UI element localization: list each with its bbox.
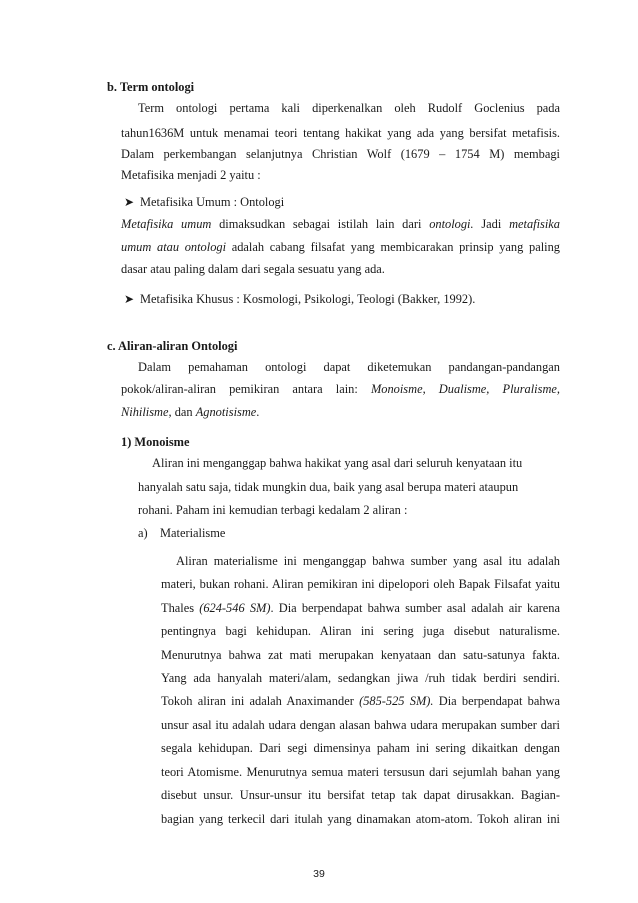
monoisme-line3: rohani. Paham ini kemudian terbagi kedalam 2 aliran : <box>138 503 408 517</box>
bullet-metafisika-umum: Metafisika Umum : Ontologi <box>140 195 285 209</box>
materialisme-line6: Yang ada hanyalah materi/alam, sedangkan jiwa /ruh tidak berdiri sendiri. <box>161 671 560 685</box>
section-c-p1-line1: Dalam pemahaman ontologi dapat diketemukan pandangan-pandangan <box>138 360 560 374</box>
section-b-p1-line2: tahun1636M untuk menamai teori tentang hakikat yang ada yang bersifat metafisis. <box>121 126 560 140</box>
materialisme-line5: Menurutnya bahwa zat mati merupakan kenyataan dan satu-satunya fakta. <box>161 648 560 662</box>
materialisme-line3: Thales (624-546 SM). Dia berpendapat bahwa sumber asal adalah air karena <box>161 601 560 615</box>
section-c-p1-line3: Nihilisme, dan Agnotisisme. <box>121 405 260 419</box>
materialisme-line2: materi, bukan rohani. Aliran pemikiran ini dipelopori oleh Bapak Filsafat yaitu <box>161 577 560 591</box>
materialisme-line10: teori Atomisme. Menurutnya semua materi tersusun dari sejumlah bahan yang <box>161 765 560 779</box>
materialisme-line1: Aliran materialisme ini menganggap bahwa sumber yang asal itu adalah <box>176 554 560 568</box>
materialisme-line4: pentingnya bagi kehidupan. Aliran ini sering juga disebut naturalisme. <box>161 624 560 638</box>
monoisme-heading: 1) Monoisme <box>121 435 190 449</box>
section-b-p1-line4: Metafisika menjadi 2 yaitu : <box>121 168 261 182</box>
materialisme-line12: bagian yang terkecil dari itulah yang dinamakan atom-atom. Tokoh aliran ini <box>161 812 560 826</box>
arrow-bullet-icon: ➤ <box>124 195 135 209</box>
section-b-heading: b. Term ontologi <box>107 80 195 94</box>
materialisme-line7: Tokoh aliran ini adalah Anaximander (585-525 SM). Dia berpendapat bahwa <box>161 694 561 708</box>
monoisme-line1: Aliran ini menganggap bahwa hakikat yang asal dari seluruh kenyataan itu <box>152 456 523 470</box>
item-a-materialisme: a) Materialisme <box>138 526 226 540</box>
section-b-p1-line1: Term ontologi pertama kali diperkenalkan oleh Rudolf Goclenius pada <box>138 101 560 115</box>
metafisika-umum-line3: dasar atau paling dalam dari segala sesuatu yang ada. <box>121 262 385 276</box>
page-number: 39 <box>313 868 325 880</box>
metafisika-umum-line1: Metafisika umum dimaksudkan sebagai istilah lain dari ontologi. Jadi metafisika <box>121 217 560 231</box>
section-c-heading: c. Aliran-aliran Ontologi <box>107 339 238 353</box>
section-c-p1-line2: pokok/aliran-aliran pemikiran antara lain: Monoisme, Dualisme, Pluralisme, <box>121 382 560 396</box>
bullet-metafisika-khusus: Metafisika Khusus : Kosmologi, Psikologi, Teologi (Bakker, 1992). <box>140 292 476 306</box>
materialisme-line9: segala kehidupan. Dari segi dimensinya paham ini sering dikaitkan dengan <box>161 741 560 755</box>
materialisme-line11: disebut unsur. Unsur-unsur itu bersifat tetap tak dapat dirusakkan. Bagian- <box>161 788 560 802</box>
monoisme-line2: hanyalah satu saja, tidak mungkin dua, baik yang asal berupa materi ataupun <box>138 480 519 494</box>
arrow-bullet-icon: ➤ <box>124 292 135 306</box>
section-b-p1-line3: Dalam perkembangan selanjutnya Christian Wolf (1679 – 1754 M) membagi <box>121 147 560 161</box>
metafisika-umum-line2: umum atau ontologi adalah cabang filsafat yang membicarakan prinsip yang paling <box>121 240 560 254</box>
materialisme-line8: unsur asal itu adalah udara dengan alasan bahwa udara merupakan sumber dari <box>161 718 560 732</box>
